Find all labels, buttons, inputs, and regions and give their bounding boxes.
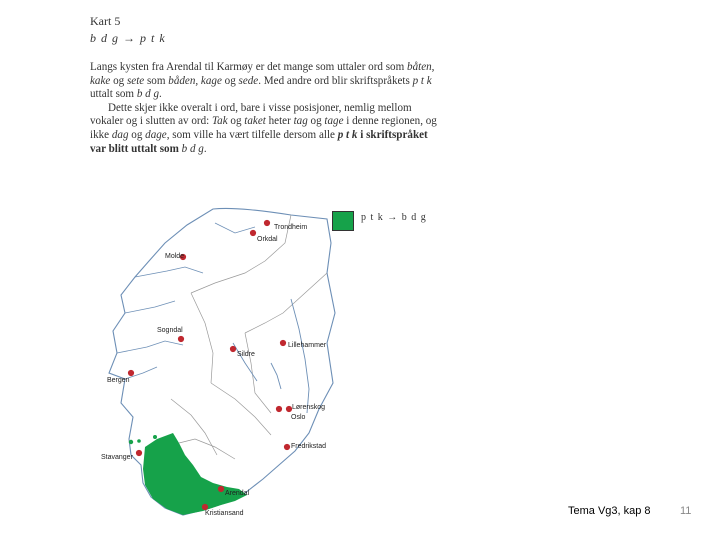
p2-run: i skriftspråket var blitt uttalt som xyxy=(90,128,428,155)
city-label: Stavanger xyxy=(101,454,133,461)
city-label: Lillehammer xyxy=(288,342,327,349)
city-marker xyxy=(218,486,224,492)
city-label: Arendal xyxy=(225,490,250,497)
city-marker xyxy=(276,406,282,412)
city-lorenskog xyxy=(286,404,325,412)
legend-swatch xyxy=(332,211,354,231)
p1-run: og xyxy=(221,74,239,87)
p2-run: dag xyxy=(111,128,129,141)
p1-run: sede xyxy=(238,74,259,87)
paragraph-1 xyxy=(90,61,440,102)
p2-run: tag xyxy=(293,115,308,128)
city-fredrikstad xyxy=(284,443,326,450)
city-marker xyxy=(264,220,270,226)
p1-run: b d g xyxy=(136,88,160,101)
city-marker xyxy=(128,370,134,376)
p2-run: b d g xyxy=(181,142,204,155)
p2-run: og xyxy=(307,115,325,128)
map-svg xyxy=(95,203,355,521)
p1-run: . Med andre ord blir skriftspråkets xyxy=(258,74,413,87)
sound-change-formula: b d g → p t k xyxy=(90,31,166,45)
city-label: Bergen xyxy=(107,377,130,384)
city-molde xyxy=(165,253,186,260)
city-label: Molde xyxy=(165,253,185,260)
norway-dialect-map xyxy=(95,203,355,521)
footer-title: Tema Vg3, kap 8 xyxy=(568,505,651,517)
map-number-heading: Kart 5 xyxy=(90,14,121,28)
p2-run: taket xyxy=(244,115,266,128)
p2-run: heter xyxy=(265,115,294,128)
city-marker xyxy=(136,450,142,456)
city-marker xyxy=(250,230,256,236)
city-label: Fredrikstad xyxy=(291,443,327,450)
p2-run: i denne regionen, og ikke xyxy=(90,115,437,141)
paragraph-2 xyxy=(90,102,440,156)
p2-run: Tak xyxy=(212,115,228,128)
city-marker xyxy=(230,346,236,352)
p1-run: som xyxy=(144,74,169,87)
p1-run: båten, kake xyxy=(90,61,435,87)
land-outline xyxy=(109,208,335,515)
city-label: Kristiansand xyxy=(205,510,244,517)
p1-run: båden, kage xyxy=(168,74,222,87)
ptk-bdg-island xyxy=(137,439,141,443)
body-text xyxy=(90,61,440,156)
ptk-bdg-island xyxy=(153,435,157,439)
city-marker xyxy=(178,336,184,342)
p2-run: , som ville ha vært tilfelle dersom alle xyxy=(166,128,338,141)
page-number: 11 xyxy=(680,505,692,517)
p1-run: og xyxy=(110,74,127,87)
p2-run: Dette skjer ikke overalt i ord, bare i visse posisjoner, nemlig mellom vokaler og i slutten av ord: xyxy=(90,101,412,128)
city-label: Sildre xyxy=(237,351,255,358)
city-label: Sogndal xyxy=(157,327,183,334)
p1-run: sete xyxy=(126,74,145,87)
p2-run: og xyxy=(128,128,146,141)
p2-run: og xyxy=(227,115,245,128)
p2-run: p t k xyxy=(337,128,358,141)
ptk-bdg-island xyxy=(129,440,133,444)
p1-run: Langs kysten fra Arendal til Karmøy er det mange som uttaler ord som xyxy=(90,61,408,73)
p1-run: . xyxy=(159,88,162,101)
city-label: Lørenskog xyxy=(292,404,326,411)
p1-run: p t k xyxy=(412,74,432,87)
city-label: Oslo xyxy=(291,414,306,421)
legend-label: p t k → b d g xyxy=(361,212,427,223)
city-marker xyxy=(284,444,290,450)
p1-run: uttalt som xyxy=(90,88,137,101)
p2-run: . xyxy=(203,142,207,155)
city-label: Trondheim xyxy=(274,224,308,231)
city-marker xyxy=(280,340,286,346)
p2-run: tage xyxy=(324,115,344,128)
p2-run: dage xyxy=(145,128,167,141)
city-label: Orkdal xyxy=(257,236,278,243)
